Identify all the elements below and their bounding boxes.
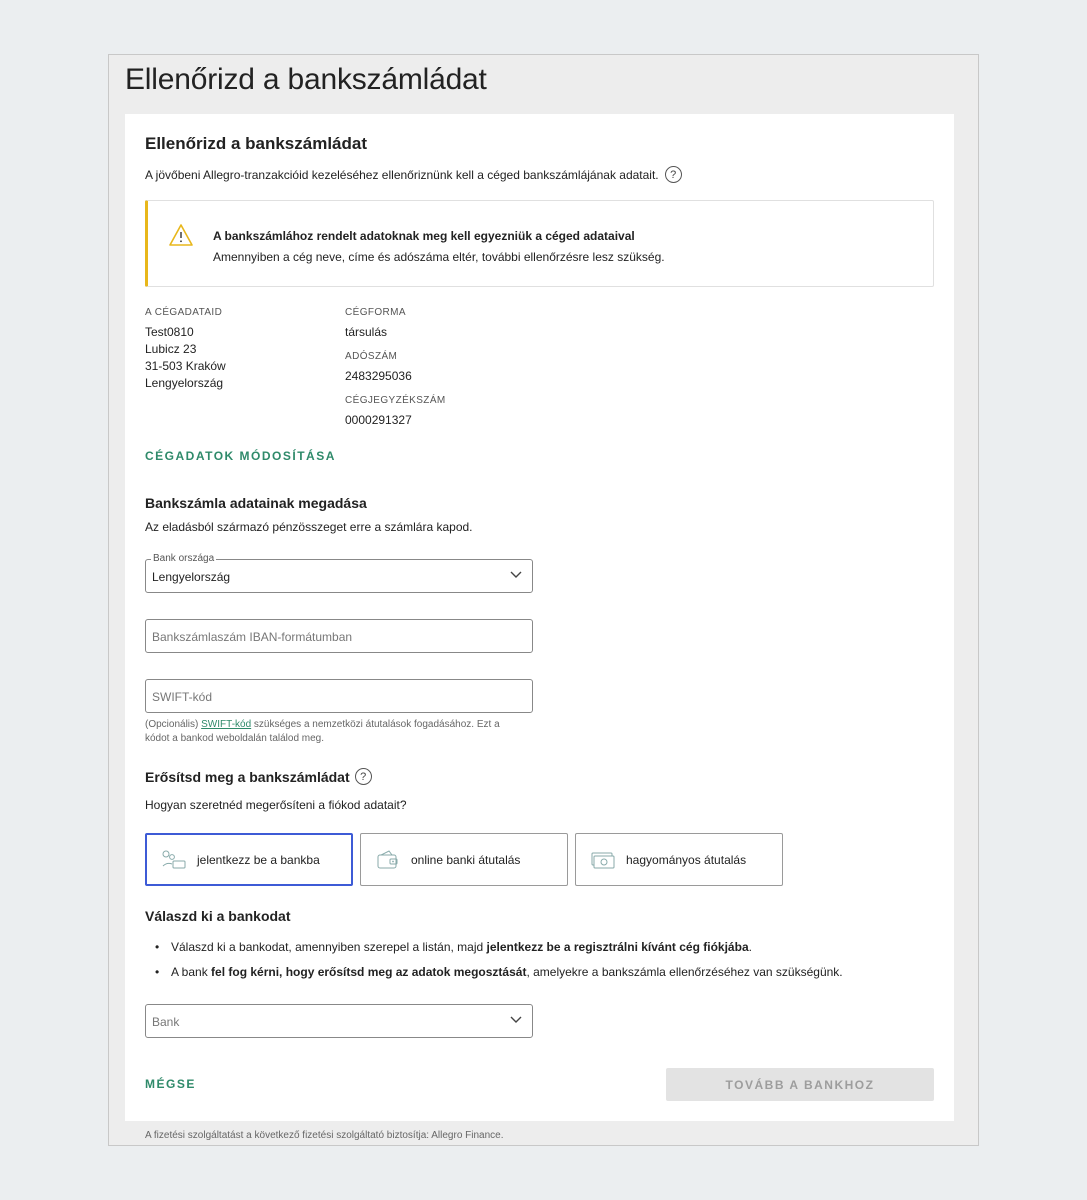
choose-bank-heading: Válaszd ki a bankodat (145, 908, 291, 924)
intro-text-row (145, 166, 682, 183)
bank-country-select[interactable] (145, 553, 533, 593)
choose-bank-instructions (153, 939, 843, 989)
modal-frame (108, 54, 979, 1146)
bullet-text: A bank (171, 965, 212, 979)
company-address-block (145, 307, 226, 392)
confirm-heading-row (145, 768, 372, 785)
banknote-icon (590, 849, 616, 871)
swift-placeholder: SWIFT-kód (152, 690, 213, 704)
bank-select[interactable] (145, 1004, 533, 1038)
bank-placeholder: Bank (152, 1015, 180, 1029)
company-line: Test0810 (145, 325, 194, 339)
tax-number-value: 2483295036 (345, 369, 412, 383)
company-line: Lengyelország (145, 376, 224, 390)
bullet-text: Válaszd ki a bankodat, amennyiben szerepel a listán, majd (171, 940, 487, 954)
bullet-text: , amelyekre a bankszámla ellenőrzéséhez van szükségünk. (526, 965, 843, 979)
method-online-transfer[interactable] (360, 833, 568, 886)
method-bank-login[interactable] (145, 833, 353, 886)
confirm-heading: Erősítsd meg a bankszámládat (145, 768, 350, 785)
swift-hint-suffix: szükséges a nemzetközi átutalások fogadásához. Ezt a kódot a bankod weboldalán találod meg. (145, 719, 500, 744)
bank-details-subtext: Az eladásból származó pénzösszeget erre a számlára kapod. (145, 520, 473, 534)
bullet-text-bold: jelentkezz be a regisztrálni kívánt cég fiókjába (486, 940, 749, 954)
method-traditional-transfer[interactable] (575, 833, 783, 886)
list-item (153, 964, 843, 980)
warning-text: Amennyiben a cég neve, címe és adószáma eltér, további ellenőrzésre lesz szükség. (213, 250, 665, 264)
company-form-label: CÉGFORMA (345, 307, 406, 318)
registry-number-label: CÉGJEGYZÉKSZÁM (345, 395, 446, 406)
method-label: online banki átutalás (411, 852, 521, 867)
swift-hint-prefix: (Opcionális) (145, 719, 202, 730)
verification-card (125, 114, 954, 1121)
wallet-icon (375, 849, 401, 871)
question-circle-icon[interactable]: ? (355, 768, 372, 785)
bank-login-icon (161, 849, 187, 871)
bank-country-value: Lengyelország (152, 570, 231, 584)
bullet-text: . (748, 940, 752, 954)
bank-country-legend: Bank országa (153, 553, 215, 564)
footer-note: A fizetési szolgáltatást a következő fizetési szolgáltató biztosítja: Allegro Finance. (145, 1130, 504, 1141)
card-heading: Ellenőrizd a bankszámládat (145, 134, 368, 153)
list-item (153, 939, 843, 955)
chevron-down-icon (510, 571, 522, 579)
warning-title: A bankszámlához rendelt adatoknak meg kell egyezniük a céged adataival (213, 229, 635, 243)
warning-triangle-icon (168, 223, 194, 247)
warning-box (145, 200, 934, 287)
bank-details-heading: Bankszámla adatainak megadása (145, 495, 367, 511)
registry-number-value: 0000291327 (345, 413, 412, 427)
tax-number-label: ADÓSZÁM (345, 351, 398, 362)
iban-placeholder: Bankszámlaszám IBAN-formátumban (152, 630, 353, 644)
method-label: jelentkezz be a bankba (197, 852, 320, 867)
intro-text: A jövőbeni Allegro-tranzakcióid kezeléséhez ellenőriznünk kell a céged bankszámlájának adatait. (145, 167, 659, 182)
company-form-value: társulás (345, 325, 388, 339)
method-label: hagyományos átutalás (626, 852, 747, 867)
page-title: Ellenőrizd a bankszámládat (125, 63, 487, 96)
cancel-button[interactable]: MÉGSE (145, 1077, 196, 1091)
bullet-text-bold: fel fog kérni, hogy erősítsd meg az adatok megosztását (211, 965, 527, 979)
confirm-question: Hogyan szeretnéd megerősíteni a fiókod adatait? (145, 798, 407, 812)
question-circle-icon[interactable]: ? (665, 166, 682, 183)
edit-company-data-link[interactable]: CÉGADATOK MÓDOSÍTÁSA (145, 449, 336, 463)
company-details-block (345, 307, 446, 439)
swift-hint (145, 718, 515, 746)
chevron-down-icon (510, 1016, 522, 1024)
company-line: Lubicz 23 (145, 342, 197, 356)
company-line: 31-503 Kraków (145, 359, 226, 373)
iban-input[interactable] (145, 619, 533, 653)
continue-to-bank-button[interactable]: TOVÁBB A BANKHOZ (666, 1068, 934, 1101)
swift-code-link[interactable]: SWIFT-kód (201, 719, 252, 730)
swift-input[interactable] (145, 679, 533, 713)
company-data-label: A CÉGADATAID (145, 307, 223, 318)
